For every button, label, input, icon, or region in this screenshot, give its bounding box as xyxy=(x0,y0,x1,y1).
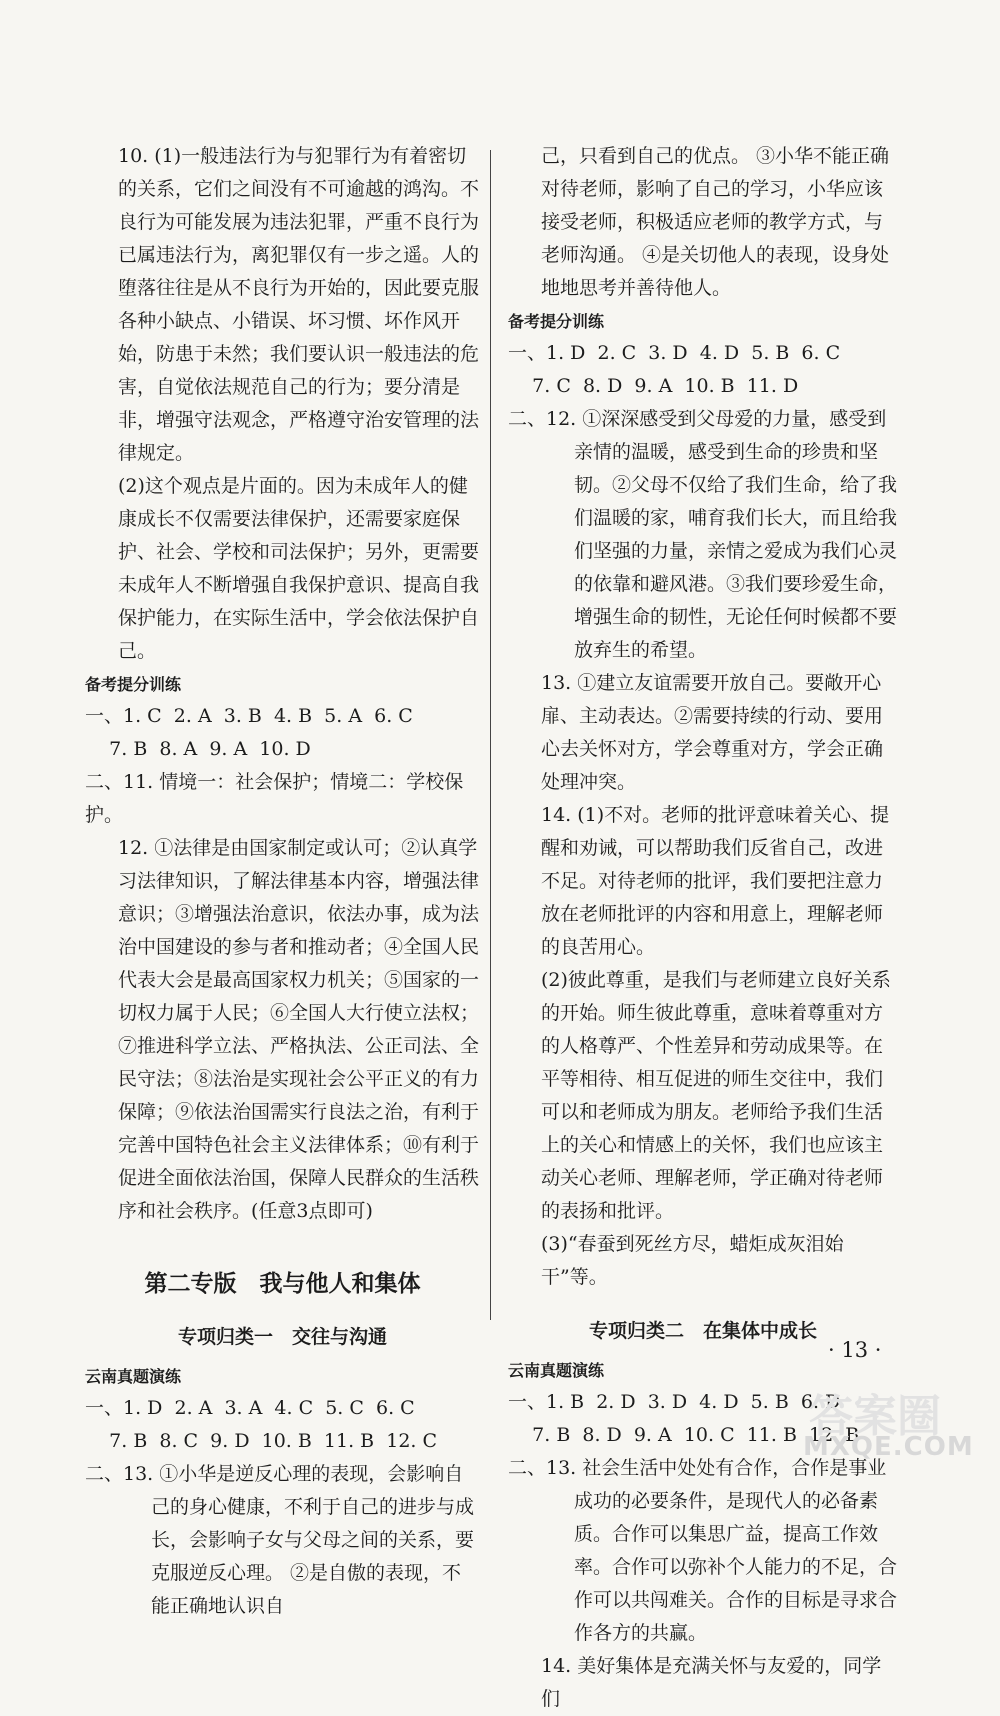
section-title: 第二专版 我与他人和集体 xyxy=(144,1271,421,1297)
sub-title-1: 专项归类一 交往与沟通 xyxy=(177,1326,387,1348)
beikao-heading-right: 备考提分训练 xyxy=(508,312,605,331)
watermark xyxy=(795,1380,1000,1471)
mc-answers-right-row2: 7. C 8. D 9. A 10. B 11. D xyxy=(508,375,799,397)
q12-right-answer: 二、12. ①深深感受到父母爱的力量，感受到亲情的温暖，感受到生命的珍贵和坚韧。②父母不仅给了我们生命，给了我们温暖的家，哺育我们长大，而且给我们坚强的力量，亲情之爱成为我们心灵的依靠和避风港。③我们要珍爱生命，增强生命的韧性，无论任何时候都不要放弃生的希望。 xyxy=(508,408,898,661)
q11-answer: 二、11. 情境一：社会保护；情境二：学校保护。 xyxy=(85,771,464,826)
q14b-answer: 14. 美好集体是充满关怀与友爱的，同学们 xyxy=(541,1655,882,1710)
q13-right-answer: 13. ①建立友谊需要开放自己。要敞开心扉、主动表达。②需要持续的行动、要用心去关怀对方，学会尊重对方，学会正确处理冲突。 xyxy=(541,672,884,793)
mc-answers-row3: 一、1. D 2. A 3. A 4. C 5. C 6. C xyxy=(85,1397,415,1419)
column-divider xyxy=(490,150,491,1320)
mc-answers-row1: 一、1. C 2. A 3. B 4. B 5. A 6. C xyxy=(85,705,413,727)
q14-part1: 14. (1)不对。老师的批评意味着关心、提醒和劝诫，可以帮助我们反省自己，改进不足。对待老师的批评，我们要把注意力放在老师批评的内容和用意上，理解老师的良苦用心。 xyxy=(541,804,890,958)
q14-part3: (3)“春蚕到死丝方尽，蜡炬成灰泪始干”等。 xyxy=(541,1233,844,1288)
watermark-url: MXQE.COM xyxy=(803,1432,974,1462)
yunnan-heading-right: 云南真题演练 xyxy=(508,1361,605,1380)
q14-part2: (2)彼此尊重，是我们与老师建立良好关系的开始。师生彼此尊重，意味着尊重对方的人格尊严、个性差异和劳动成果等。在平等相待、相互促进的师生交往中，我们可以和老师成为朋友。老师给予我们生活上的关心和情感上的关怀，我们也应该主动关心老师、理解老师，学正确对待老师的表扬和批评。 xyxy=(541,969,891,1222)
yunnan-heading: 云南真题演练 xyxy=(85,1367,182,1386)
page-number: · 13 · xyxy=(828,1338,882,1362)
mc-answers-row2: 7. B 8. A 9. A 10. D xyxy=(85,738,311,760)
q13-answer: 二、13. ①小华是逆反心理的表现，会影响自己的身心健康，不利于自己的进步与成长，会影响子女与父母之间的关系，要克服逆反心理。 ②是自傲的表现，不能正确地认识自 xyxy=(85,1463,475,1617)
mc-answers-right-row3: 一、1. B 2. D 3. D 4. D 5. B 6. D xyxy=(508,1391,841,1413)
right-column xyxy=(508,140,898,1716)
q10-part1: 10. (1)一般违法行为与犯罪行为有着密切的关系，它们之间没有不可逾越的鸿沟。不良行为可能发展为违法犯罪，严重不良行为已属违法行为，离犯罪仅有一步之遥。人的堕落往往是从不良行为开始的，因此要克服各种小缺点、小错误、坏习惯、坏作风开始，防患于未然；我们要认识一般违法的危害，自觉依法规范自己的行为；要分清是非，增强守法观念，严格遵守治安管理的法律规定。 xyxy=(118,145,480,464)
q10-part2: (2)这个观点是片面的。因为未成年人的健康成长不仅需要法律保护，还需要家庭保护、社会、学校和司法保护；另外，更需要未成年人不断增强自我保护意识、提高自我保护能力，在实际生活中，学会依法保护自己。 xyxy=(118,475,480,662)
left-column xyxy=(85,140,480,1623)
q13-continued: 己，只看到自己的优点。 ③小华不能正确对待老师，影响了自己的学习，小华应该接受老师，积极适应老师的教学方式，与老师沟通。 ④是关切他人的表现，设身处地地思考并善待他人。 xyxy=(541,145,890,299)
beikao-heading: 备考提分训练 xyxy=(85,675,182,694)
mc-answers-right-row4: 7. B 8. D 9. A 10. C 11. B 12. B xyxy=(508,1424,860,1446)
q13b-answer: 二、13. 社会生活中处处有合作，合作是事业成功的必要条件，是现代人的必备素质。合作可以集思广益，提高工作效率。合作可以弥补个人能力的不足，合作可以共闯难关。合作的目标是寻求合作各方的共赢。 xyxy=(508,1457,898,1644)
sub-title-2: 专项归类二 在集体中成长 xyxy=(588,1320,817,1342)
watermark-logo: 答案圈 xyxy=(809,1391,941,1442)
q12-answer: 12. ①法律是由国家制定或认可；②认真学习法律知识，了解法律基本内容，增强法律意识；③增强法治意识，依法办事，成为法治中国建设的参与者和推动者；④全国人民代表大会是最高国家权力机关；⑤国家的一切权力属于人民；⑥全国人大行使立法权；⑦推进科学立法、严格执法、公正司法、全民守法；⑧法治是实现社会公平正义的有力保障；⑨依法治国需实行良法之治，有利于完善中国特色社会主义法律体系；⑩有利于促进全面依法治国，保障人民群众的生活秩序和社会秩序。(任意3点即可) xyxy=(118,837,480,1222)
mc-answers-row4: 7. B 8. C 9. D 10. B 11. B 12. C xyxy=(85,1430,438,1452)
mc-answers-right-row1: 一、1. D 2. C 3. D 4. D 5. B 6. C xyxy=(508,342,841,364)
